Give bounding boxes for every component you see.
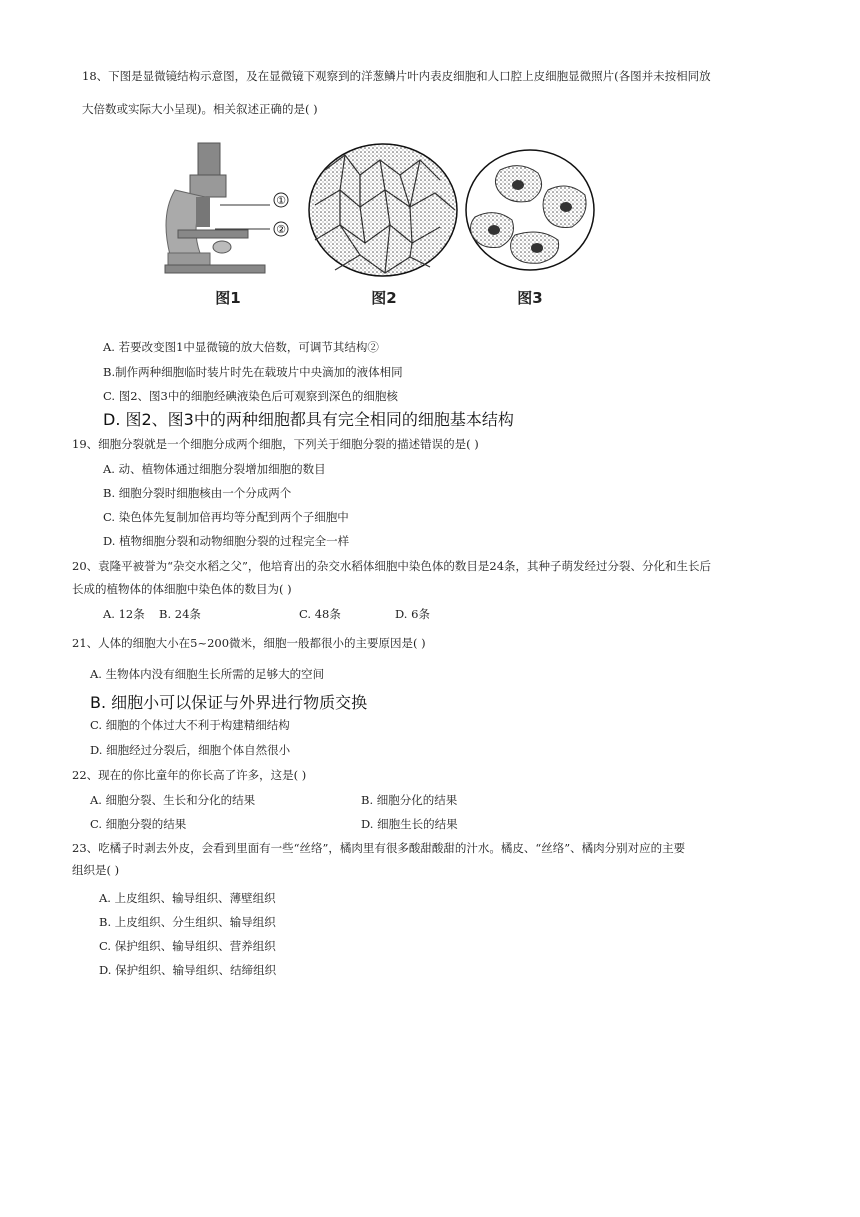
q23-option-b: B. 上皮组织、分生组织、输导组织 [99, 915, 276, 929]
microscope-diagram [165, 143, 288, 273]
q23-option-a: A. 上皮组织、输导组织、薄壁组织 [99, 891, 276, 905]
q19-stem: 19、细胞分裂就是一个细胞分成两个细胞，下列关于细胞分裂的描述错误的是( ) [72, 437, 479, 451]
cheek-cells-diagram [466, 150, 594, 270]
q23-stem-line1: 23、吃橘子时剥去外皮，会看到里面有一些“丝络”，橘肉里有很多酸甜酸甜的汁水。橘皮、“丝络”、橘肉分别对应的主要 [72, 841, 686, 855]
q22-option-d: D. 细胞生长的结果 [361, 817, 458, 831]
figure-3-caption: 图3 [517, 289, 543, 307]
structure-1-label: ① [276, 194, 286, 207]
q22-stem: 22、现在的你比童年的你长高了许多，这是( ) [72, 768, 307, 782]
q20-option-d: D. 6条 [395, 607, 430, 621]
q23-stem-line2: 组织是( ) [72, 863, 120, 877]
q22-option-b: B. 细胞分化的结果 [361, 793, 458, 807]
q20-stem-line2: 长成的植物体的体细胞中染色体的数目为( ) [72, 582, 292, 596]
q21-option-d: D. 细胞经过分裂后，细胞个体自然很小 [90, 743, 291, 757]
q23-option-c: C. 保护组织、输导组织、营养组织 [99, 939, 276, 953]
q18-figures [0, 135, 860, 335]
q22-option-a: A. 细胞分裂、生长和分化的结果 [90, 793, 256, 807]
q20-option-b: B. 24条 [159, 607, 201, 621]
q23-option-d: D. 保护组织、输导组织、结缔组织 [99, 963, 277, 977]
q20-stem-line1: 20、袁隆平被誉为“杂交水稻之父”，他培育出的杂交水稻体细胞中染色体的数目是24条，其种子萌发经过分裂、分化和生长后 [72, 559, 712, 573]
q21-stem: 21、人体的细胞大小在5~200微米，细胞一般都很小的主要原因是( ) [72, 636, 426, 650]
q20-option-c: C. 48条 [299, 607, 341, 621]
structure-2-label: ② [276, 223, 286, 236]
q18-option-d: D. 图2、图3中的两种细胞都具有完全相同的细胞基本结构 [103, 410, 514, 429]
onion-cells-diagram [309, 144, 457, 276]
q18-stem-line1: 18、下图是显微镜结构示意图，及在显微镜下观察到的洋葱鳞片叶内表皮细胞和人口腔上皮细胞显微照片(各图并未按相同放 [82, 69, 711, 83]
q20-option-a: A. 12条 [103, 607, 145, 621]
q20-options-row [103, 606, 463, 622]
q18-option-b: B.制作两种细胞临时装片时先在载玻片中央滴加的液体相同 [103, 365, 403, 379]
q19-option-d: D. 植物细胞分裂和动物细胞分裂的过程完全一样 [103, 534, 350, 548]
q22-option-c: C. 细胞分裂的结果 [90, 817, 187, 831]
q21-option-c: C. 细胞的个体过大不利于构建精细结构 [90, 718, 290, 732]
q19-option-b: B. 细胞分裂时细胞核由一个分成两个 [103, 486, 292, 500]
figure-1-caption: 图1 [215, 289, 241, 307]
q21-option-a: A. 生物体内没有细胞生长所需的足够大的空间 [90, 667, 325, 681]
q21-option-b: B. 细胞小可以保证与外界进行物质交换 [90, 693, 368, 712]
q18-stem-line2: 大倍数或实际大小呈现)。相关叙述正确的是( ) [82, 102, 318, 116]
q19-option-c: C. 染色体先复制加倍再均等分配到两个子细胞中 [103, 510, 349, 524]
q19-option-a: A. 动、植物体通过细胞分裂增加细胞的数目 [103, 462, 326, 476]
q18-option-a: A. 若要改变图1中显微镜的放大倍数，可调节其结构② [103, 340, 379, 354]
q18-option-c: C. 图2、图3中的细胞经碘液染色后可观察到深色的细胞核 [103, 389, 398, 403]
figure-2-caption: 图2 [371, 289, 397, 307]
